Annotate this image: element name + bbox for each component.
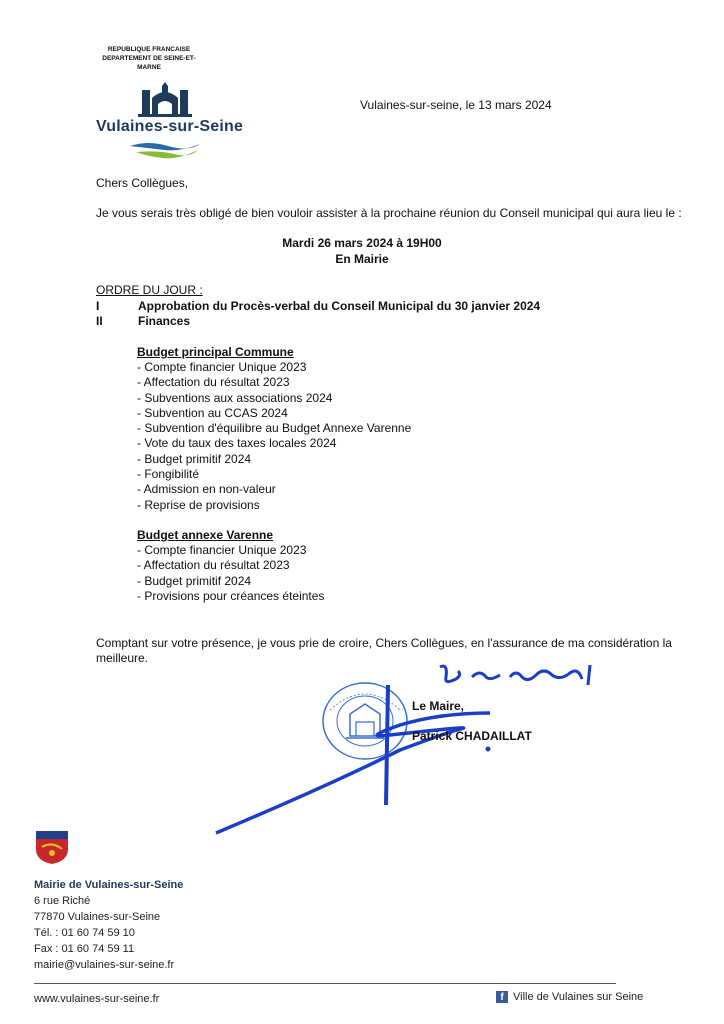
list-item: - Provisions pour créances éteintes bbox=[137, 588, 325, 603]
signatory-name: Patrick CHADAILLAT bbox=[412, 729, 532, 743]
list-item: - Fongibilité bbox=[137, 467, 200, 482]
budget-principal-title: Budget principal Commune bbox=[137, 345, 294, 359]
handwritten-signature-icon bbox=[210, 655, 610, 840]
agenda-item-1: Approbation du Procès-verbal du Conseil Municipal du 30 janvier 2024 bbox=[138, 299, 541, 313]
list-item: - Compte financier Unique 2023 bbox=[137, 360, 307, 374]
list-item: - Budget primitif 2024 bbox=[137, 573, 252, 588]
footer-facebook-link[interactable] bbox=[496, 991, 643, 1003]
facebook-label: Ville de Vulaines sur Seine bbox=[513, 991, 644, 1003]
intro-paragraph: Je vous serais très obligé de bien vouloir assister à la prochaine réunion du Conseil municipal qui aura lieu le : bbox=[96, 206, 682, 220]
footer-email[interactable]: mairie@vulaines-sur-seine.fr bbox=[34, 959, 175, 971]
list-item: - Affectation du résultat 2023 bbox=[137, 375, 290, 390]
footer-street: 6 rue Riché bbox=[34, 895, 91, 907]
agenda-num-1: I bbox=[96, 299, 100, 313]
footer-divider bbox=[34, 983, 616, 984]
list-item: - Compte financier Unique 2023 bbox=[137, 543, 307, 557]
agenda-title: ORDRE DU JOUR : bbox=[96, 283, 203, 297]
list-item: - Budget primitif 2024 bbox=[137, 451, 252, 466]
budget-principal-list bbox=[137, 360, 411, 513]
coat-of-arms-icon bbox=[34, 829, 70, 865]
agenda-item-2: Finances bbox=[138, 314, 191, 328]
river-waves-icon bbox=[128, 140, 202, 162]
date-line: Vulaines-sur-seine, le 13 mars 2024 bbox=[360, 98, 552, 112]
salutation: Chers Collègues, bbox=[96, 176, 189, 190]
list-item: - Subvention d'équilibre au Budget Annexe Varenne bbox=[137, 421, 412, 436]
list-item: - Subventions aux associations 2024 bbox=[137, 390, 333, 405]
footer-address bbox=[34, 877, 183, 973]
list-item: - Subvention au CCAS 2024 bbox=[137, 405, 288, 420]
list-item: - Admission en non-valeur bbox=[137, 482, 276, 497]
budget-annexe-title: Budget annexe Varenne bbox=[137, 528, 274, 542]
agenda-num-2: II bbox=[96, 314, 103, 328]
budget-annexe-list bbox=[137, 543, 324, 604]
meeting-date: Mardi 26 mars 2024 à 19H00 bbox=[282, 236, 442, 250]
footer-city: 77870 Vulaines-sur-Seine bbox=[34, 911, 161, 923]
town-name: Vulaines-sur-Seine bbox=[96, 118, 244, 135]
department-line: DEPARTEMENT DE SEINE-ET- bbox=[102, 55, 196, 62]
closing-line-2: meilleure. bbox=[96, 651, 149, 665]
footer-website-link[interactable]: www.vulaines-sur-seine.fr bbox=[34, 993, 160, 1005]
facebook-icon: f bbox=[496, 991, 508, 1003]
meeting-place: En Mairie bbox=[335, 252, 389, 266]
signatory-role: Le Maire, bbox=[412, 699, 465, 713]
list-item: - Vote du taux des taxes locales 2024 bbox=[137, 436, 337, 451]
republic-header bbox=[96, 45, 202, 72]
department-line-2: MARNE bbox=[137, 64, 161, 71]
list-item: - Affectation du résultat 2023 bbox=[137, 558, 290, 573]
list-item: - Reprise de provisions bbox=[137, 497, 260, 512]
town-hall-logo-icon bbox=[130, 80, 200, 118]
closing-line-1: Comptant sur votre présence, je vous prie de croire, Chers Collègues, en l'assurance de ma considération la bbox=[96, 636, 672, 650]
footer-org-name: Mairie de Vulaines-sur-Seine bbox=[34, 879, 184, 891]
footer-phone: Tél. : 01 60 74 59 10 bbox=[34, 927, 135, 939]
republic-line: REPUBLIQUE FRANCAISE bbox=[107, 46, 191, 53]
footer-fax: Fax : 01 60 74 59 11 bbox=[34, 943, 135, 955]
